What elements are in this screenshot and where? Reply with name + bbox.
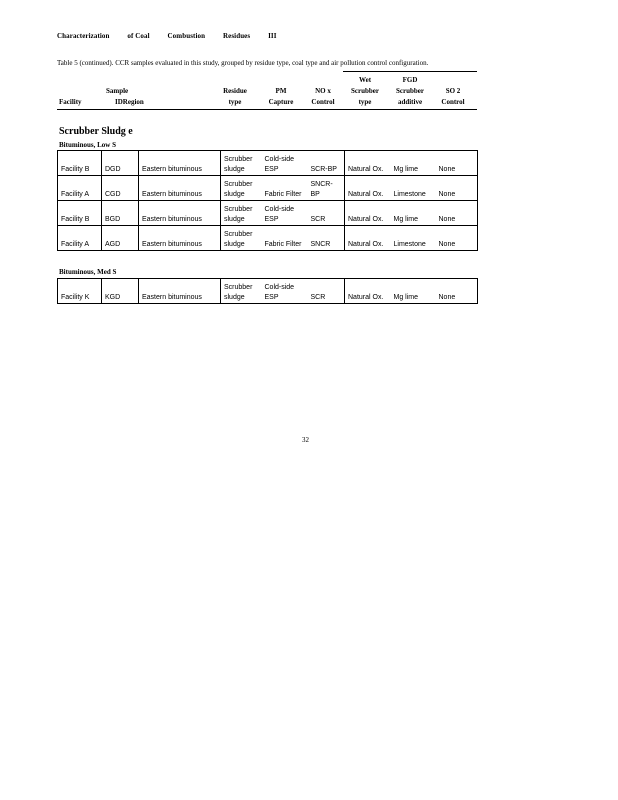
cell-pm: Cold-side ESP	[262, 151, 308, 176]
cell-so2: None	[436, 279, 478, 304]
cell-so2: None	[436, 226, 478, 251]
cell-residue: Scrubber sludge	[221, 279, 262, 304]
col-fgd-scrubber-additive: FGD Scrubber additive	[396, 76, 424, 106]
table-row	[58, 226, 478, 251]
cell-region: Eastern bituminous	[139, 201, 221, 226]
cell-residue: Scrubber sludge	[221, 176, 262, 201]
running-header-part: Combustion	[167, 32, 206, 40]
table-caption: Table 5 (continued). CCR samples evaluated in this study, grouped by residue type, coal type and air pollution control configuration.	[57, 59, 429, 67]
running-header-part: Characterization	[57, 32, 110, 40]
cell-facility: Facility A	[58, 226, 102, 251]
cell-sample: BGD	[102, 201, 139, 226]
table-row	[58, 176, 478, 201]
cell-so2: None	[436, 151, 478, 176]
cell-wet: Natural Ox.	[345, 279, 391, 304]
table-row	[58, 201, 478, 226]
cell-pm: Fabric Filter	[262, 226, 308, 251]
cell-wet: Natural Ox.	[345, 226, 391, 251]
running-header-part: III	[268, 32, 277, 40]
running-header-part: Residues	[222, 32, 251, 40]
cell-sample: AGD	[102, 226, 139, 251]
cell-sample: KGD	[102, 279, 139, 304]
cell-sample: CGD	[102, 176, 139, 201]
cell-pm: Cold-side ESP	[262, 201, 308, 226]
cell-wet: Natural Ox.	[345, 176, 391, 201]
cell-facility: Facility K	[58, 279, 102, 304]
cell-nox: SCR-BP	[308, 151, 345, 176]
cell-region: Eastern bituminous	[139, 226, 221, 251]
cell-additive: Limestone	[391, 176, 436, 201]
page-number: 32	[302, 436, 309, 444]
cell-facility: Facility B	[58, 151, 102, 176]
col-so2-control: SO 2 Control	[441, 87, 465, 106]
header-rule-top-partial	[343, 71, 477, 72]
cell-wet: Natural Ox.	[345, 151, 391, 176]
cell-additive: Limestone	[391, 226, 436, 251]
cell-additive: Mg lime	[391, 279, 436, 304]
cell-additive: Mg lime	[391, 151, 436, 176]
table-row	[58, 151, 478, 176]
cell-facility: Facility A	[58, 176, 102, 201]
col-wet-scrubber-type: Wet Scrubber type	[351, 76, 379, 106]
group-label: Bituminous, Low S	[59, 141, 116, 149]
data-table-group-1	[57, 150, 478, 251]
cell-sample: DGD	[102, 151, 139, 176]
cell-so2: None	[436, 201, 478, 226]
cell-region: Eastern bituminous	[139, 151, 221, 176]
cell-nox: SCR	[308, 279, 345, 304]
cell-nox: SNCR	[308, 226, 345, 251]
cell-residue: Scrubber sludge	[221, 226, 262, 251]
data-table-group-2	[57, 278, 478, 304]
section-title: Scrubber Sludg e	[59, 126, 133, 137]
cell-pm: Cold-side ESP	[262, 279, 308, 304]
running-header-part: of Coal	[127, 32, 150, 40]
header-rule-bottom	[57, 109, 477, 110]
cell-residue: Scrubber sludge	[221, 201, 262, 226]
cell-facility: Facility B	[58, 201, 102, 226]
col-facility: Facility	[59, 98, 82, 106]
cell-nox: SCR	[308, 201, 345, 226]
cell-nox: SNCR- BP	[308, 176, 345, 201]
table-row	[58, 279, 478, 304]
col-sample-id-region: Sample IDRegion	[106, 87, 144, 106]
group-label: Bituminous, Med S	[59, 268, 117, 276]
col-nox-control: NO x Control	[311, 87, 335, 106]
cell-residue: Scrubber sludge	[221, 151, 262, 176]
cell-so2: None	[436, 176, 478, 201]
cell-region: Eastern bituminous	[139, 279, 221, 304]
cell-wet: Natural Ox.	[345, 201, 391, 226]
col-residue-type: Residue type	[223, 87, 247, 106]
cell-pm: Fabric Filter	[262, 176, 308, 201]
cell-region: Eastern bituminous	[139, 176, 221, 201]
cell-additive: Mg lime	[391, 201, 436, 226]
col-pm-capture: PM Capture	[268, 87, 294, 106]
running-header	[57, 32, 293, 40]
